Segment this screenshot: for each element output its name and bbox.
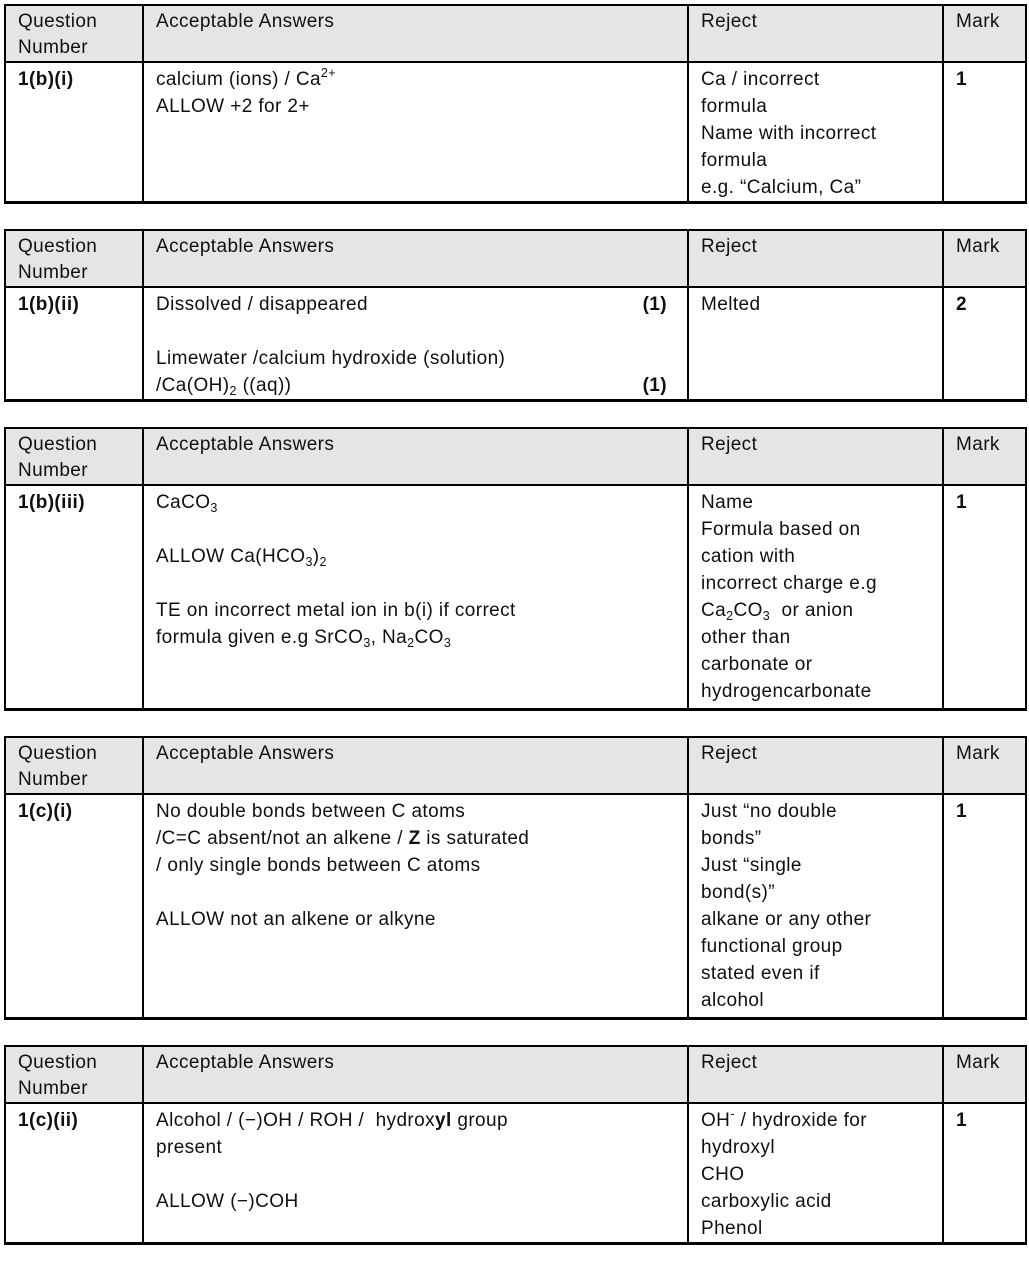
column-header-question-number: Question Number (5, 1046, 143, 1103)
acceptable-answer-line (156, 291, 677, 318)
mark-cell (943, 1103, 1026, 1244)
text-segment: ALLOW (−)COH (156, 1191, 299, 1212)
question-number-label: 1(b)(iii) (18, 492, 85, 513)
column-header-reject: Reject (688, 428, 943, 485)
text-segment: Formula based on (701, 519, 861, 540)
table-header (5, 428, 1026, 485)
reject-line (701, 147, 932, 174)
table-body (5, 485, 1026, 709)
line-text (701, 543, 795, 570)
text-segment: Z (408, 827, 421, 849)
subscript-text: 2 (229, 384, 237, 398)
line-text (701, 960, 820, 987)
text-segment: functional group (701, 935, 843, 957)
line-text (701, 852, 802, 879)
text-segment: ) (312, 546, 320, 567)
acceptable-answer-line (156, 906, 677, 933)
line-text (156, 825, 529, 852)
reject-line (701, 825, 932, 852)
reject-line (701, 906, 932, 933)
reject-line (701, 960, 932, 987)
line-text (701, 933, 843, 960)
subscript-text: 3 (443, 636, 452, 650)
point-marker: (1) (642, 375, 667, 396)
text-segment: , Na (370, 627, 408, 648)
line-text (701, 906, 871, 933)
question-number-label: 1(c)(ii) (18, 1110, 79, 1131)
subscript-text: 2 (407, 636, 415, 650)
header-row (5, 1046, 1026, 1103)
column-header-reject: Reject (688, 230, 943, 287)
line-text (701, 1215, 763, 1242)
text-segment: present (156, 1137, 223, 1158)
text-segment: hydrogencarbonate (701, 681, 872, 702)
text-segment: TE on incorrect metal ion in b(i) if correct (156, 600, 516, 621)
reject-line (701, 516, 932, 543)
table-header (5, 737, 1026, 794)
text-segment: alkane or any other (701, 908, 872, 930)
line-text (701, 120, 876, 147)
reject-line (701, 624, 932, 651)
text-segment: formula given e.g SrCO (156, 627, 364, 648)
acceptable-answer-line (156, 516, 677, 543)
reject-line (701, 489, 932, 516)
column-header-acceptable-answers: Acceptable Answers (143, 1046, 688, 1103)
text-segment: CHO (701, 1164, 745, 1185)
question-number-label: 1(b)(i) (18, 69, 74, 90)
reject-line (701, 291, 932, 318)
mark-value: 1 (956, 492, 967, 513)
column-header-question-number: Question Number (5, 428, 143, 485)
line-text (701, 291, 760, 318)
acceptable-answer-line (156, 597, 677, 624)
column-header-mark: Mark (943, 5, 1026, 62)
mark-cell (943, 287, 1026, 401)
text-segment: No double bonds between C atoms (156, 800, 466, 822)
column-header-acceptable-answers: Acceptable Answers (143, 737, 688, 794)
mark-cell (943, 485, 1026, 709)
mark-cell (943, 794, 1026, 1019)
acceptable-answer-line (156, 1134, 677, 1161)
question-number-cell (5, 62, 143, 203)
subscript-text: 2 (726, 609, 734, 623)
table-header (5, 1046, 1026, 1103)
reject-line (701, 1215, 932, 1242)
reject-line (701, 1134, 932, 1161)
column-header-question-number: Question Number (5, 230, 143, 287)
line-text (701, 489, 753, 516)
column-header-acceptable-answers: Acceptable Answers (143, 230, 688, 287)
table-body (5, 1103, 1026, 1244)
mark-scheme-table (4, 736, 1027, 1021)
line-text (701, 93, 767, 120)
column-header-reject: Reject (688, 1046, 943, 1103)
text-segment: Ca (701, 600, 727, 621)
text-segment: OH (701, 1110, 731, 1131)
line-text (156, 624, 451, 651)
line-text (701, 570, 877, 597)
text-segment: ALLOW not an alkene or alkyne (156, 908, 436, 930)
text-segment: other than (701, 627, 791, 648)
text-segment: carboxylic acid (701, 1191, 832, 1212)
reject-line (701, 93, 932, 120)
mark-value: 2 (956, 294, 967, 315)
text-segment: hydroxyl (701, 1137, 775, 1158)
text-segment: Phenol (701, 1218, 763, 1239)
line-text (156, 489, 218, 516)
text-segment: e.g. “Calcium, Ca” (701, 177, 862, 198)
text-segment: yl (435, 1110, 452, 1131)
text-segment: CaCO (156, 492, 211, 513)
text-segment: Just “single (701, 854, 802, 876)
acceptable-answer-line (156, 543, 677, 570)
text-segment: ((aq)) (236, 375, 292, 396)
point-marker: (1) (642, 294, 667, 315)
line-text (156, 906, 436, 933)
mark-scheme-table (4, 4, 1027, 204)
acceptable-answer-line (156, 372, 677, 399)
line-text (701, 651, 812, 678)
acceptable-answer-line (156, 318, 677, 345)
column-header-mark: Mark (943, 428, 1026, 485)
column-header-question-number: Question Number (5, 737, 143, 794)
mark-value: 1 (956, 1110, 967, 1131)
text-segment: CO (414, 627, 444, 648)
reject-line (701, 120, 932, 147)
answer-row (5, 485, 1026, 709)
acceptable-answer-line (156, 66, 677, 93)
acceptable-answer-line (156, 879, 677, 906)
answer-row (5, 62, 1026, 203)
reject-line (701, 987, 932, 1014)
column-header-mark: Mark (943, 1046, 1026, 1103)
reject-line (701, 651, 932, 678)
answer-row (5, 1103, 1026, 1244)
text-segment: or anion (770, 600, 854, 621)
question-number-cell (5, 1103, 143, 1244)
table-body (5, 794, 1026, 1019)
mark-value: 1 (956, 69, 967, 90)
text-segment: group (451, 1110, 508, 1131)
subscript-text: 3 (210, 501, 218, 515)
line-text (156, 345, 505, 372)
reject-line (701, 174, 932, 201)
line-text (701, 798, 837, 825)
line-text (701, 678, 872, 705)
subscript-text: 3 (305, 555, 313, 569)
line-text (701, 1188, 832, 1215)
text-segment: carbonate or (701, 654, 813, 675)
line-text (701, 1161, 744, 1188)
mark-scheme-table (4, 1045, 1027, 1245)
answer-row (5, 287, 1026, 401)
line-text (156, 66, 336, 93)
text-segment: Limewater /calcium hydroxide (solution) (156, 348, 506, 369)
text-segment: formula (701, 150, 768, 171)
mark-scheme-table (4, 229, 1027, 402)
text-segment: /C=C absent/not an alkene / (156, 827, 409, 849)
question-number-cell (5, 287, 143, 401)
reject-line (701, 543, 932, 570)
acceptable-answer-line (156, 1161, 677, 1188)
header-row (5, 230, 1026, 287)
text-segment: is saturated (420, 827, 530, 849)
acceptable-answer-line (156, 345, 677, 372)
line-text (701, 1107, 867, 1134)
text-segment: Melted (701, 294, 761, 315)
superscript-text: 2+ (320, 66, 336, 80)
acceptable-answer-line (156, 93, 677, 120)
line-text (701, 1134, 775, 1161)
acceptable-answer-line (156, 1188, 677, 1215)
text-segment: bond(s)” (701, 881, 775, 903)
answer-row (5, 794, 1026, 1019)
mark-cell (943, 62, 1026, 203)
question-number-cell (5, 485, 143, 709)
header-row (5, 428, 1026, 485)
reject-line (701, 1161, 932, 1188)
reject-line (701, 678, 932, 705)
column-header-acceptable-answers: Acceptable Answers (143, 5, 688, 62)
reject-cell (688, 794, 943, 1019)
text-segment: formula (701, 96, 768, 117)
line-text (701, 174, 861, 201)
line-text (701, 825, 762, 852)
subscript-text: 3 (762, 609, 771, 623)
reject-line (701, 933, 932, 960)
acceptable-answer-line (156, 489, 677, 516)
reject-line (701, 798, 932, 825)
reject-line (701, 570, 932, 597)
line-text (156, 1107, 508, 1134)
text-segment: CO (733, 600, 763, 621)
reject-cell (688, 485, 943, 709)
reject-cell (688, 1103, 943, 1244)
acceptable-answers-cell (143, 1103, 688, 1244)
line-text (156, 291, 368, 318)
table-header (5, 5, 1026, 62)
text-segment: incorrect charge e.g (701, 573, 877, 594)
header-row (5, 737, 1026, 794)
line-text (156, 798, 465, 825)
table-header (5, 230, 1026, 287)
subscript-text: 2 (319, 555, 327, 569)
acceptable-answer-line (156, 798, 677, 825)
acceptable-answer-line (156, 852, 677, 879)
text-segment: /Ca(OH) (156, 375, 230, 396)
mark-scheme-table (4, 427, 1027, 711)
text-segment: ALLOW Ca(HCO (156, 546, 306, 567)
acceptable-answers-cell (143, 794, 688, 1019)
text-segment: alcohol (701, 989, 765, 1011)
acceptable-answer-line (156, 624, 677, 651)
column-header-mark: Mark (943, 737, 1026, 794)
line-text (156, 93, 310, 120)
column-header-question-number: Question Number (5, 5, 143, 62)
text-segment: bonds” (701, 827, 762, 849)
line-text (156, 543, 327, 570)
text-segment: Dissolved / disappeared (156, 294, 368, 315)
acceptable-answers-cell (143, 62, 688, 203)
reject-line (701, 852, 932, 879)
line-text (701, 597, 853, 624)
acceptable-answer-line (156, 825, 677, 852)
line-text (701, 624, 791, 651)
text-segment: Name with incorrect (701, 123, 877, 144)
line-text (701, 879, 775, 906)
reject-line (701, 66, 932, 93)
column-header-reject: Reject (688, 737, 943, 794)
question-number-label: 1(b)(ii) (18, 294, 80, 315)
column-header-mark: Mark (943, 230, 1026, 287)
reject-cell (688, 62, 943, 203)
header-row (5, 5, 1026, 62)
subscript-text: 3 (363, 636, 371, 650)
text-segment: ALLOW +2 for 2+ (156, 96, 310, 117)
line-text (156, 372, 291, 399)
reject-cell (688, 287, 943, 401)
line-text (156, 1188, 299, 1215)
acceptable-answer-line (156, 570, 677, 597)
column-header-reject: Reject (688, 5, 943, 62)
text-segment: Name (701, 492, 754, 513)
text-segment: Ca / incorrect (701, 69, 820, 90)
acceptable-answers-cell (143, 485, 688, 709)
line-text (156, 852, 481, 879)
question-number-cell (5, 794, 143, 1019)
mark-value: 1 (956, 800, 967, 822)
line-text (156, 1134, 222, 1161)
text-segment: cation with (701, 546, 796, 567)
line-text (701, 147, 767, 174)
superscript-text: - (730, 1107, 735, 1121)
acceptable-answers-cell (143, 287, 688, 401)
reject-line (701, 1188, 932, 1215)
reject-line (701, 597, 932, 624)
table-body (5, 287, 1026, 401)
text-segment: / only single bonds between C atoms (156, 854, 481, 876)
text-segment: stated even if (701, 962, 820, 984)
line-text (701, 66, 820, 93)
line-text (701, 987, 764, 1014)
column-header-acceptable-answers: Acceptable Answers (143, 428, 688, 485)
table-body (5, 62, 1026, 203)
text-segment: calcium (ions) / Ca (156, 69, 321, 90)
text-segment: Alcohol / (−)OH / ROH / hydrox (156, 1110, 436, 1131)
reject-line (701, 1107, 932, 1134)
reject-line (701, 879, 932, 906)
line-text (701, 516, 861, 543)
line-text (156, 597, 516, 624)
text-segment: / hydroxide for (734, 1110, 867, 1131)
acceptable-answer-line (156, 1107, 677, 1134)
question-number-label: 1(c)(i) (18, 800, 73, 822)
text-segment: Just “no double (701, 800, 837, 822)
